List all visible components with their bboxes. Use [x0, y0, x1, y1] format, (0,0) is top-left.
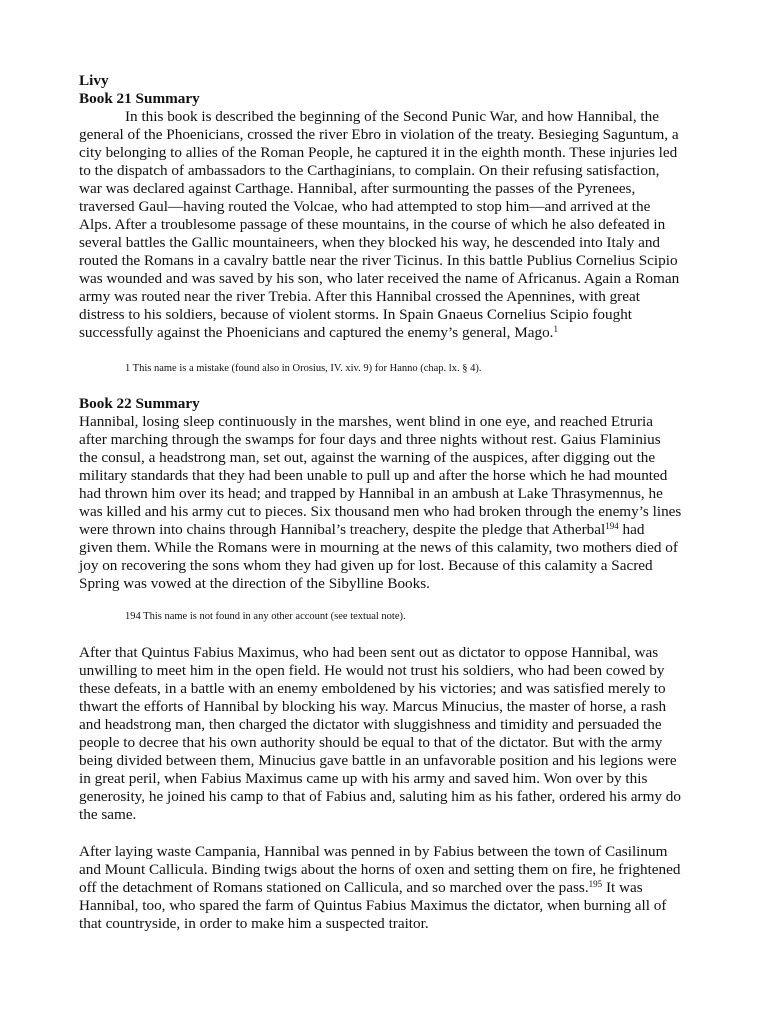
paragraph-fabius	[79, 644, 697, 824]
paragraph-campania	[79, 843, 697, 933]
paragraph-line-text: It was	[602, 879, 643, 896]
book21-line: army was routed near the river Trebia. After this Hannibal crossed the Apennines, with great	[79, 288, 640, 305]
book22-line: Spring was vowed at the direction of the Sibylline Books.	[79, 575, 430, 592]
book22-heading: Book 22 Summary	[79, 395, 200, 412]
book21-line: routed the Romans in a cavalry battle near the river Ticinus. In this battle Publius Cornelius Scipio	[79, 252, 678, 269]
paragraph-line: Hannibal, too, who spared the farm of Quintus Fabius Maximus the dictator, when burning all of	[79, 897, 667, 914]
book21-line: to the dispatch of ambassadors to the Carthaginians, to complain. On their refusing satisfaction,	[79, 162, 660, 179]
book22-line: joy on recovering the sons whom they had given up for lost. Because of this calamity a Sacred	[79, 557, 653, 574]
paragraph-line: generosity, he joined his camp to that of Fabius and, saluting him as his father, ordered his army do	[79, 788, 681, 805]
book22-line: Hannibal, losing sleep continuously in the marshes, went blind in one eye, and reached Etruria	[79, 413, 654, 430]
book21-line-text: successfully against the Phoenicians and captured the enemy’s general, Mago.	[79, 324, 554, 341]
book21-section	[79, 72, 697, 342]
paragraph-line: and headstrong man, then charged the dictator with sluggishness and timidity and persuaded the	[79, 716, 662, 733]
book22-line: had thrown him over its head; and trapped by Hannibal in an ambush at Lake Thrasymennus, he	[79, 485, 663, 502]
book22-line: military standards that they had been unable to pull up and after the horse which he had mounted	[79, 467, 668, 484]
book21-line: traversed Gaul—having routed the Volcae, who had attempted to stop him—and arrived at the	[79, 198, 651, 215]
book21-line: Alps. After a troublesome passage of these mountains, in the course of which he also defeated in	[79, 216, 666, 233]
book21-line: In this book is described the beginning of the Second Punic War, and how Hannibal, the	[125, 108, 659, 125]
paragraph-line: and Mount Callicula. Binding twigs about the horns of oxen and setting them on fire, he frightened	[79, 861, 681, 878]
footnote-marker: 1	[553, 324, 558, 334]
book22-line-with-footnote	[79, 521, 697, 539]
book22-line: given them. While the Romans were in mourning at the news of this calamity, two mothers died of	[79, 539, 678, 556]
paragraph-line: After laying waste Campania, Hannibal was penned in by Fabius between the town of Casilinum	[79, 843, 668, 860]
book21-last-line	[79, 324, 697, 342]
book21-line: distress to his soldiers, because of violent storms. In Spain Gnaeus Cornelius Scipio fought	[79, 306, 633, 323]
book21-line: city belonging to allies of the Roman People, he captured it in the eighth month. These injuries led	[79, 144, 678, 161]
book21-line: general of the Phoenicians, crossed the river Ebro in violation of the treaty. Besieging Saguntum, a	[79, 126, 679, 143]
footnote-1	[79, 362, 697, 375]
book21-line: several battles the Gallic mountaineers, when they blocked his way, he descended into Italy and	[79, 234, 661, 251]
book21-heading: Book 21 Summary	[79, 90, 200, 107]
paragraph-line: being divided between them, Minucius gave battle in an unfavorable position and his legions were	[79, 752, 677, 769]
footnote-text: 1 This name is a mistake (found also in Orosius, IV. xiv. 9) for Hanno (chap. lx. § 4).	[125, 363, 482, 374]
author-heading: Livy	[79, 72, 109, 89]
footnote-marker: 195	[588, 879, 603, 889]
paragraph-line-with-footnote	[79, 879, 697, 897]
footnote-194	[79, 610, 697, 623]
book22-line-text: had	[618, 521, 645, 538]
footnote-text: 194 This name is not found in any other account (see textual note).	[125, 611, 406, 622]
book22-section	[79, 395, 697, 593]
paragraph-line: these defeats, in a battle with an enemy emboldened by his victories; and was satisfied merely to	[79, 680, 666, 697]
paragraph-line: After that Quintus Fabius Maximus, who had been sent out as dictator to oppose Hannibal, was	[79, 644, 659, 661]
paragraph-line: in great peril, when Fabius Maximus came up with his army and saved him. Won over by this	[79, 770, 648, 787]
book22-line-text: were thrown into chains through Hannibal’s treachery, despite the pledge that Atherbal	[79, 521, 606, 538]
paragraph-line: people to decree that his own authority should be equal to that of the dictator. But with the army	[79, 734, 663, 751]
paragraph-line-text: off the detachment of Romans stationed on Callicula, and so marched over the pass.	[79, 879, 589, 896]
footnote-marker: 194	[605, 521, 619, 531]
book21-line: was wounded and was saved by his son, who later received the name of Africanus. Again a Roman	[79, 270, 680, 287]
book21-line: war was declared against Carthage. Hannibal, after surmounting the passes of the Pyrenees,	[79, 180, 636, 197]
paragraph-line: unwilling to meet him in the open field. He would not trust his soldiers, who had been cowed by	[79, 662, 665, 679]
paragraph-line: thwart the efforts of Hannibal by blocking his way. Marcus Minucius, the master of horse, a rash	[79, 698, 667, 715]
paragraph-line: the same.	[79, 806, 137, 823]
book22-line: the consul, a headstrong man, set out, against the warning of the auspices, after digging out the	[79, 449, 656, 466]
book22-line: after marching through the swamps for four days and three nights without rest. Gaius Flaminius	[79, 431, 661, 448]
book22-line: was killed and his army cut to pieces. Six thousand men who had broken through the enemy’s lines	[79, 503, 682, 520]
paragraph-line: that countryside, in order to make him a suspected traitor.	[79, 915, 429, 932]
